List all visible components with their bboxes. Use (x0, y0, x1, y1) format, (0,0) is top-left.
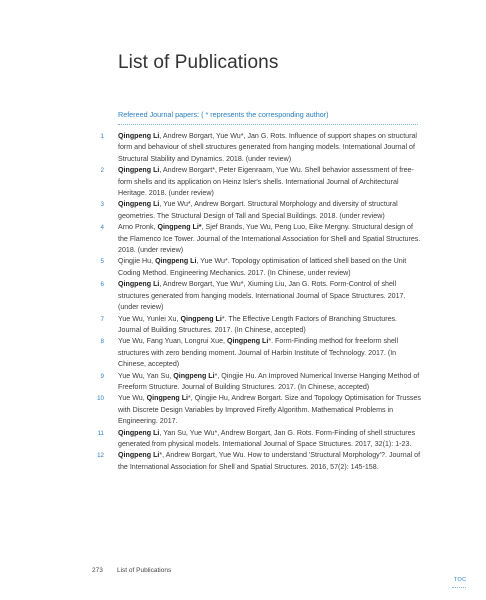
author-highlight: Qingpeng Li (118, 166, 160, 175)
citation-text: , Yan Su, Yue Wu*, Andrew Borgart, Jan G. Rots. Form-Finding of shell structures generated from physical models. International Journal of Space Structures. 2017, 32(1): 1-23. (118, 428, 416, 448)
citation-text: *, Andrew Borgart, Yue Wu. How to understand 'Structural Morphology'?. Journal of the International Association for Shell and Spatial Structures. 2016, 57(2): 145-158. (118, 451, 421, 471)
publication-item (92, 450, 422, 473)
citation-text: *, Qingjie Hu. An Improved Numerical Inverse Hanging Method of Freeform Structure. Journal of Building Structures. 2017. (In Chinese, accepted) (118, 371, 420, 391)
publication-list (92, 131, 422, 473)
publication-item (92, 131, 422, 165)
author-highlight: Qingpeng Li (155, 257, 197, 266)
publication-number: 8 (100, 338, 104, 346)
author-highlight: Qingpeng Li (118, 428, 160, 437)
publication-item (92, 256, 422, 279)
author-highlight: Qingpeng Li (173, 371, 215, 380)
citation-text: Arno Pronk, (118, 223, 158, 232)
publication-number: 3 (100, 201, 104, 209)
author-highlight: Qingpeng Li (118, 280, 160, 289)
footer-running-title: List of Publications (117, 567, 172, 574)
publication-item (92, 279, 422, 313)
author-highlight: Qingpeng Li (226, 337, 269, 346)
publication-item (92, 428, 422, 451)
citation-text: Yue Wu, Yunlei Xu, (118, 314, 181, 323)
publication-number: 2 (100, 167, 104, 175)
publication-item (92, 199, 422, 222)
publication-number: 9 (100, 372, 104, 380)
publication-number: 12 (97, 452, 104, 460)
publication-number: 10 (97, 395, 104, 403)
author-highlight: Qingpeng Li (180, 314, 222, 323)
page-title: List of Publications (118, 52, 279, 73)
citation-text: , Yue Wu*, Andrew Borgart. Structural Morphology and diversity of structural geometries. The Structural Design of Tall and Special Buildings. 2018. (under review) (118, 200, 398, 220)
citation-text: , Yue Wu*. Topology optimisation of latticed shell based on the Unit Coding Method. Engineering Mechanics. 2017. (In Chinese, under review) (118, 257, 407, 277)
citation-text: , Andrew Borgart, Yue Wu*, Jan G. Rots. Influence of support shapes on structural form and behaviour of shell structures generated from hanging models. International Journal of Structural Stability and Dynamics. 2018. (under review) (118, 132, 417, 163)
citation-text: Qingjie Hu, (118, 257, 156, 266)
toc-link-underline (452, 587, 466, 588)
section-heading: Refereed Journal papers: ( * represents the corresponding author) (118, 110, 329, 119)
publication-item (92, 222, 422, 256)
citation-text: *. The Effective Length Factors of Branching Structures. Journal of Building Structures. 2017. (In Chinese, accepted) (118, 314, 398, 334)
publication-item (92, 165, 422, 199)
publication-number: 6 (100, 281, 104, 289)
publication-item (92, 336, 422, 370)
citation-text: *. Form-Finding method for freeform shell structures with zero bending moment. Journal of Harbin Institute of Technology. 2017. (In Chinese, accepted) (118, 337, 399, 369)
toc-link[interactable]: TOC (454, 577, 467, 583)
publication-number: 5 (100, 258, 104, 266)
citation-text: Yue Wu, Fang Yuan, Longrui Xue, (118, 337, 227, 346)
citation-text: , Andrew Borgart*, Peter Eigenraam, Yue Wu. Shell behavior assessment of free-form shells and its application on Heinz Isler's shells. International Journal of Architectural Heritage. 2018. (under review) (118, 166, 414, 198)
author-highlight: Qingpeng Li (146, 394, 189, 403)
publication-item (92, 371, 422, 394)
author-highlight: Qingpeng Li (118, 200, 160, 209)
section-divider (118, 124, 418, 125)
citation-text: , Andrew Borgart, Yue Wu*, Xiuming Liu, Jan G. Rots. Form-Control of shell structures generated from hanging models. International Journal of Space Structures. 2017. (under review) (118, 280, 406, 312)
author-highlight: Qingpeng Li* (157, 223, 202, 232)
citation-text: Yue Wu, (118, 394, 147, 403)
publication-number: 4 (100, 224, 104, 232)
citation-text: , Sjef Brands, Yue Wu, Peng Luo, Eike Mergny. Structural design of the Flamenco Ice Tower. Journal of the International Association for Shell and Spatial Structures. 2018. (under review) (118, 223, 421, 255)
publication-number: 11 (97, 429, 104, 437)
publication-number: 7 (100, 315, 104, 323)
publication-item (92, 393, 422, 427)
publication-item (92, 314, 422, 337)
footer-page-number: 273 (92, 567, 103, 574)
author-highlight: Qingpeng Li (118, 451, 160, 460)
citation-text: Yue Wu, Yan Su, (118, 371, 174, 380)
author-highlight: Qingpeng Li (118, 132, 160, 140)
citation-text: *, Qingjie Hu, Andrew Borgart. Size and Topology Optimisation for Trusses with Discrete Design Variables by Improved Firefly Algorithm. Mathematical Problems in Engineering. 2017. (118, 394, 421, 426)
publication-number: 1 (100, 133, 104, 140)
